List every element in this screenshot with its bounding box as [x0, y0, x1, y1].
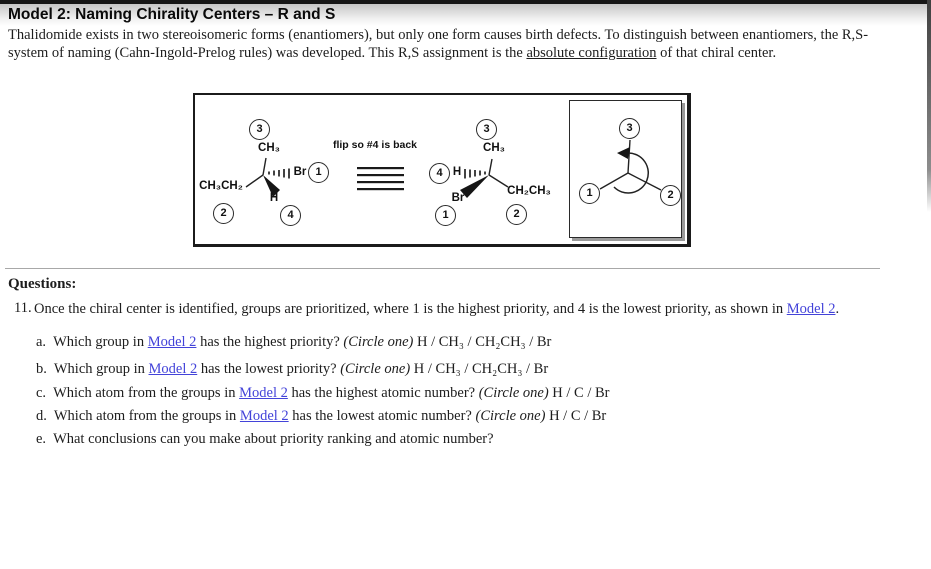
- model-2-diagram-box: [193, 93, 691, 247]
- left-molecule-group-ethyl: CH₃CH₂: [199, 180, 243, 192]
- sub-question-text: has the lowest atomic number?: [288, 408, 476, 424]
- sub-question-d: [36, 407, 606, 425]
- rotation-arrowhead: [617, 147, 630, 159]
- section-divider: [5, 268, 880, 269]
- sub-question-letter: b.: [36, 361, 47, 377]
- rotation-box: [569, 100, 682, 238]
- left-molecule-priority-2: 2: [213, 203, 234, 224]
- sub-question-text: has the lowest priority?: [197, 361, 341, 377]
- answer-options: H / C / Br: [545, 408, 607, 424]
- right-molecule-group-ethyl: CH₂CH₃: [507, 185, 551, 197]
- page-title: Model 2: Naming Chirality Centers – R and S: [8, 6, 336, 23]
- rotation-priority-1: 1: [579, 183, 600, 204]
- circle-one-instruction: (Circle one): [475, 408, 546, 424]
- model-2-link[interactable]: Model 2: [147, 334, 197, 350]
- sub-question-c: [36, 384, 609, 402]
- left-molecule-group-bromine: Br: [293, 166, 307, 178]
- sub-question-letter: d.: [36, 408, 47, 424]
- question-11-number: 11.: [14, 300, 32, 316]
- rotation-priority-3: 3: [619, 118, 640, 139]
- left-molecule-priority-3: 3: [249, 119, 270, 140]
- sub-question-text: Which atom from the groups in: [53, 408, 240, 424]
- sub-question-b: [36, 360, 548, 378]
- answer-options: H / CH₃ / CH₂CH₃ / Br: [410, 361, 549, 377]
- left-molecule-group-hydrogen: H: [269, 192, 279, 204]
- hashed-wedge-right-molecule: [465, 169, 485, 179]
- absolute-configuration-term: absolute configuration: [526, 44, 657, 61]
- window-right-edge: [927, 0, 931, 212]
- rotation-arrow: [614, 153, 648, 193]
- question-11-text: Once the chiral center is identified, groups are prioritized, where 1 is the highest priority, and 4 is the lowest priority, as shown in: [34, 301, 787, 317]
- sub-question-letter: e.: [36, 431, 47, 447]
- model-2-link[interactable]: Model 2: [786, 301, 836, 317]
- right-molecule-priority-3: 3: [476, 119, 497, 140]
- intro-paragraph: [8, 27, 888, 62]
- equivalence-icon: [357, 167, 404, 190]
- sub-question-letter: c.: [36, 385, 47, 401]
- left-molecule-priority-4: 4: [280, 205, 301, 226]
- question-11-text-end: .: [835, 301, 840, 317]
- sub-question-text: has the highest atomic number?: [287, 385, 479, 401]
- flip-note: flip so #4 is back: [332, 139, 418, 151]
- question-11: [34, 300, 870, 318]
- sub-question-text: Which group in: [53, 334, 148, 350]
- model-2-link[interactable]: Model 2: [148, 361, 198, 377]
- intro-text-1: Thalidomide exists in two stereoisomeric forms (enantiomers), but only one form causes birth defects. To distinguish between enantiomers, the R,S-system of naming (Cahn-Ingold-Prelog rules) was developed. This R,S assignment is the: [8, 27, 869, 61]
- sub-question-a: [36, 333, 551, 351]
- sub-question-text: What conclusions can you make about priority ranking and atomic number?: [53, 431, 494, 447]
- sub-question-text: Which group in: [53, 361, 149, 377]
- sub-question-text: has the highest priority?: [196, 334, 344, 350]
- right-molecule-priority-1: 1: [435, 205, 456, 226]
- sub-question-e: [36, 430, 494, 448]
- answer-options: H / CH₃ / CH₂CH₃ / Br: [413, 334, 552, 350]
- right-molecule-group-methyl: CH₃: [483, 142, 505, 154]
- circle-one-instruction: (Circle one): [340, 361, 411, 377]
- circle-one-instruction: (Circle one): [343, 334, 414, 350]
- right-molecule-priority-4: 4: [429, 163, 450, 184]
- answer-options: H / C / Br: [548, 385, 610, 401]
- right-molecule-group-bromine: Br: [451, 192, 465, 204]
- left-molecule-group-methyl: CH₃: [258, 142, 280, 154]
- model-2-link[interactable]: Model 2: [239, 385, 288, 401]
- sub-question-text: Which atom from the groups in: [53, 385, 240, 401]
- rotation-priority-2: 2: [660, 185, 681, 206]
- sub-question-letter: a.: [36, 334, 47, 350]
- hashed-wedge-left-molecule: [269, 169, 289, 179]
- model-2-link[interactable]: Model 2: [239, 408, 289, 424]
- right-molecule-group-hydrogen: H: [452, 166, 462, 178]
- right-molecule-priority-2: 2: [506, 204, 527, 225]
- circle-one-instruction: (Circle one): [478, 385, 549, 401]
- intro-text-2: of that chiral center.: [656, 44, 777, 61]
- questions-heading: Questions:: [8, 276, 77, 292]
- left-molecule-priority-1: 1: [308, 162, 329, 183]
